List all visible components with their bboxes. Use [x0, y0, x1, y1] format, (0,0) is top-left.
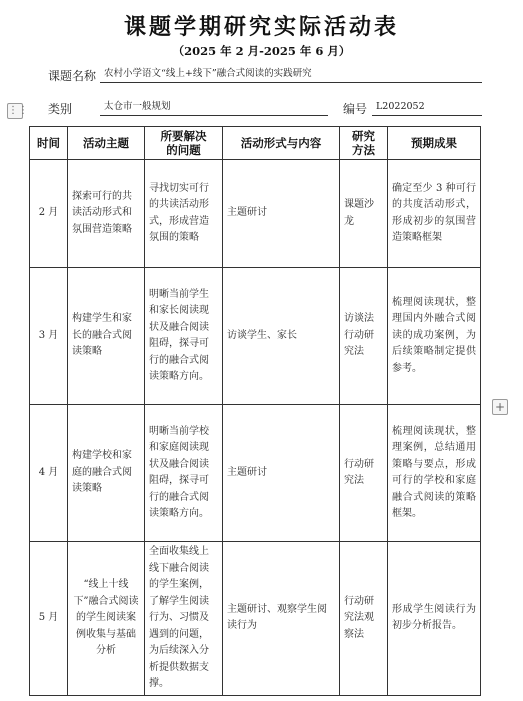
row-outcome: 形成学生阅读行为初步分析报告。	[388, 542, 481, 696]
topic-label: 课题名称	[48, 69, 97, 83]
col-header-form: 活动形式与内容	[223, 127, 340, 160]
col-header-problem: 所要解决的问题	[145, 127, 223, 160]
row-time: 3 月	[30, 268, 68, 405]
row-form: 主题研讨	[223, 160, 340, 268]
row-theme: “线上十线下”融合式阅读的学生阅读案例收集与基础分析	[68, 542, 145, 696]
date-range-subtitle: （2025 年 2 月-2025 年 6 月）	[172, 44, 351, 58]
row-method: 行动研究法观察法	[340, 542, 388, 696]
row-theme: 构建学生和家长的融合式阅读策略	[68, 268, 145, 405]
row-theme: 构建学校和家庭的融合式阅读策略	[68, 405, 145, 542]
row-method: 课题沙龙	[340, 160, 388, 268]
row-outcome: 梳理阅读现状，整理国内外融合式阅读的成功案例，为后续策略制定提供参考。	[388, 268, 481, 405]
row-method: 访谈法行动研究法	[340, 268, 388, 405]
row-problem: 明晰当前学生和家长阅读现状及融合阅读阻碍，探寻可行的融合式阅读策略方向。	[145, 268, 223, 405]
col-header-time: 时间	[30, 127, 68, 160]
col-header-outcome: 预期成果	[388, 127, 481, 160]
row-form: 主题研讨、观察学生阅读行为	[223, 542, 340, 696]
table-row	[30, 268, 481, 405]
row-problem: 全面收集线上线下融合阅读的学生案例，了解学生阅读行为、习惯及遇到的问题，为后续深入分析提供数据支撑。	[145, 542, 223, 696]
row-form: 访谈学生、家长	[223, 268, 340, 405]
table-row	[30, 160, 481, 268]
drag-handle-icon[interactable]: ⋮⋮	[7, 103, 23, 119]
row-form: 主题研讨	[223, 405, 340, 542]
row-time: 5 月	[30, 542, 68, 696]
col-header-method: 研究方法	[340, 127, 388, 160]
row-theme: 探索可行的共读活动形式和氛围营造策略	[68, 160, 145, 268]
row-outcome: 确定至少 3 种可行的共度活动形式，形成初步的氛围营造策略框架	[388, 160, 481, 268]
row-time: 2 月	[30, 160, 68, 268]
add-row-icon[interactable]: +	[492, 399, 508, 415]
row-method: 行动研究法	[340, 405, 388, 542]
category-value: 太仓市一般规划	[100, 100, 328, 116]
number-value: L2022052	[372, 100, 482, 116]
table-row	[30, 542, 481, 696]
col-header-theme: 活动主题	[68, 127, 145, 160]
row-time: 4 月	[30, 405, 68, 542]
activity-table	[29, 126, 481, 696]
number-label: 编号	[343, 102, 368, 116]
row-problem: 寻找切实可行的共读活动形式，形成营造氛围的策略	[145, 160, 223, 268]
topic-value: 农村小学语文“线上+线下”融合式阅读的实践研究	[100, 67, 482, 83]
table-row	[30, 405, 481, 542]
page-title: 课题学期研究实际活动表	[123, 14, 399, 40]
category-label: 类别	[48, 102, 73, 116]
row-problem: 明晰当前学校和家庭阅读现状及融合阅读阻碍，探寻可行的融合式阅读策略方向。	[145, 405, 223, 542]
row-outcome: 梳理阅读现状，整理案例，总结通用策略与要点，形成可行的学校和家庭融合式阅读的策略框架。	[388, 405, 481, 542]
table-header-row	[30, 127, 481, 160]
